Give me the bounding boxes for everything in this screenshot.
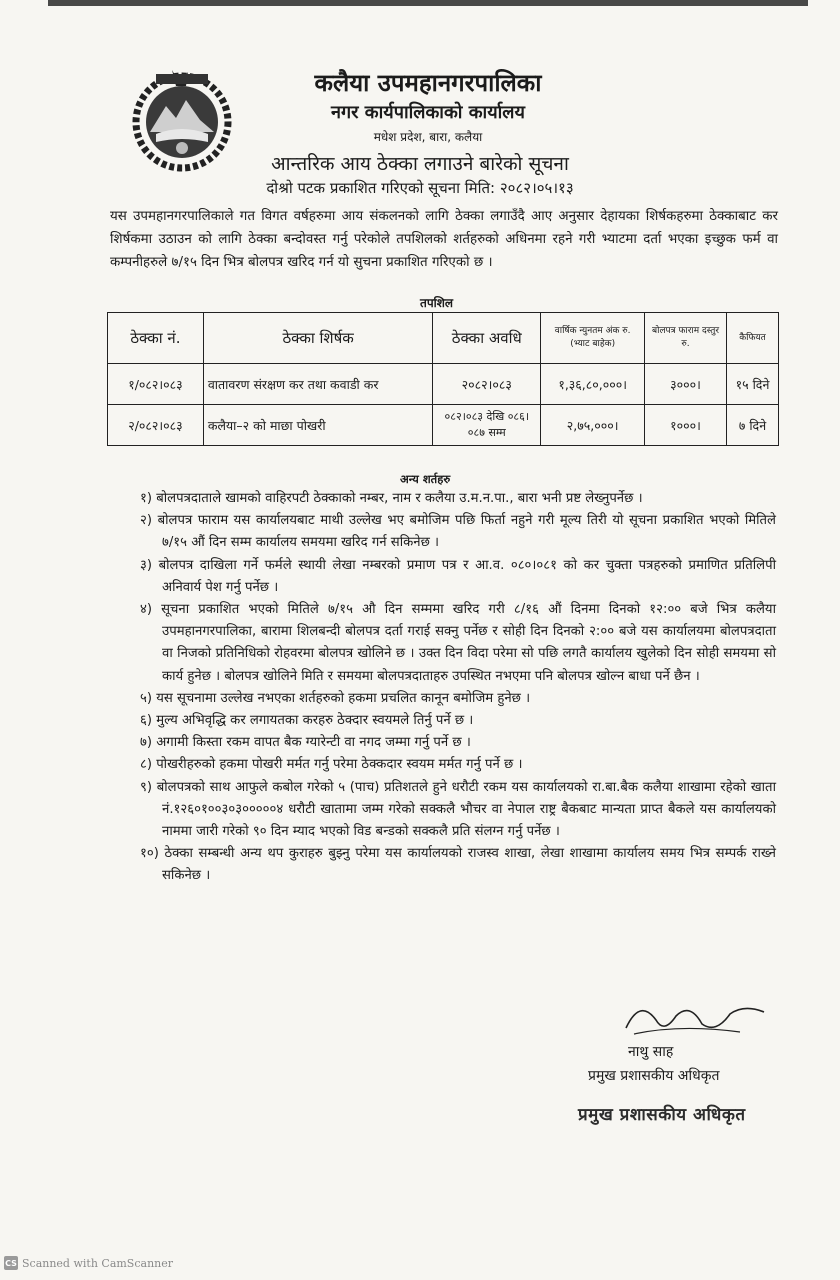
table-header-row — [108, 313, 779, 364]
list-item: ३) बोलपत्र दाखिला गर्ने फर्मले स्थायी लेखा नम्बरको प्रमाण पत्र र आ.व. ०८०।०८१ को कर चुक्ता पत्रहरुको प्रमाणित प्रतिलिपी अनिवार्य पेश गर्नु पर्नेछ । — [140, 557, 776, 595]
official-stamp: प्रमुख प्रशासकीय अधिकृत — [578, 1105, 746, 1125]
col-header-contract-no: ठेक्का नं. — [108, 313, 204, 364]
signatory-name: नाथु साह — [628, 1044, 674, 1060]
intro-paragraph: यस उपमहानगरपालिकाले गत विगत वर्षहरुमा आय संकलनको लागि ठेक्का लगाउँदै आए अनुसार देहायका शिर्षकहरुमा ठेक्काबाट कर शिर्षकमा उठाउन को लागि ठेक्का बन्दोवस्त गर्नु परेकोले तपशिलको शर्तहरुको अधिनमा रहने गरी भ्याटमा दर्ता भएका इच्छुक फर्म वा कम्पनीहरुले ७/१५ दिन भित्र बोलपत्र खरिद गर्न यो सुचना प्रकाशित गरिएको छ । — [110, 209, 778, 270]
municipality-name: कलैया उपमहानगरपालिका — [314, 69, 542, 97]
camscanner-logo-icon: CS — [4, 1256, 18, 1270]
list-item: ५) यस सूचनामा उल्लेख नभएका शर्तहरुको हकमा प्रचलित कानून बमोजिम हुनेछ । — [140, 690, 531, 706]
conditions-title: अन्य शर्तहरु — [400, 472, 451, 486]
conditions-list — [140, 488, 776, 888]
signature-icon — [620, 994, 770, 1042]
cell-min-amount: २,७५,०००। — [541, 405, 645, 446]
cell-remarks: १५ दिने — [726, 364, 778, 405]
list-item: १०) ठेक्का सम्बन्धी अन्य थप कुराहरु बुझ्नु परेमा यस कार्यालयको राजस्व शाखा, लेखा शाखामा कार्यालय समय भित्र सम्पर्क राख्ने सकिनेछ । — [140, 846, 776, 884]
cell-title: वातावरण संरक्षण कर तथा कवाडी कर — [203, 364, 433, 405]
col-header-title: ठेक्का शिर्षक — [203, 313, 433, 364]
col-header-min-amount: वार्षिक न्युनतम अंक रु. (भ्याट बाहेक) — [541, 313, 645, 364]
table-row — [108, 364, 779, 405]
signatory-title: प्रमुख प्रशासकीय अधिकृत — [588, 1068, 720, 1084]
list-item: १) बोलपत्रदाताले खामको वाहिरपटी ठेक्काको नम्बर, नाम र कलैया उ.म.न.पा., बारा भनी प्रष्ट लेख्नुपर्नेछ । — [140, 491, 643, 506]
cell-min-amount: १,३६,८०,०००। — [541, 364, 645, 405]
cell-contract-no: १/०८२।०८३ — [108, 364, 204, 405]
col-header-remarks: कैफियत — [726, 313, 778, 364]
cell-remarks: ७ दिने — [726, 405, 778, 446]
col-header-form-fee: बोलपत्र फाराम दस्तुर रु. — [645, 313, 727, 364]
list-item: ८) पोखरीहरुको हकमा पोखरी मर्मत गर्नु परेमा ठेक्कदार स्वयम मर्मत गर्नु पर्ने छ । — [140, 757, 523, 773]
table-caption: तपशिल — [420, 296, 454, 310]
scanner-watermark — [4, 1256, 173, 1270]
cell-duration: ०८२।०८३ देखि ०८६।०८७ सम्म — [433, 405, 541, 446]
cell-contract-no: २/०८२।०८३ — [108, 405, 204, 446]
contract-table — [107, 312, 779, 446]
table-row — [108, 405, 779, 446]
scanner-text: Scanned with CamScanner — [22, 1256, 174, 1270]
publish-date: दोश्रो पटक प्रकाशित गरिएको सूचना मिति: २०८२।०५।१३ — [266, 179, 574, 197]
cell-title: कलैया–२ को माछा पोखरी — [203, 405, 433, 446]
list-item: ९) बोलपत्रको साथ आफुले कबोल गरेको ५ (पाच) प्रतिशतले हुने धरौटी रकम यस कार्यालयको रा.बा.बैक कलैया शाखामा रहेको खाता नं.१२६०१००३०३०००००४ धरौटी खातामा जम्म गरेको सक्कलै भौचर वा नेपाल राष्ट्र बैकबाट मान्यता प्राप्त बैकले यस कार्यालयको नाममा जारी गरेको ९० दिन म्याद भएको विड बन्डको सक्कलै प्रति संलग्न गर्नु पर्नेछ । — [140, 779, 776, 840]
cell-duration: २०८२।०८३ — [433, 364, 541, 405]
cell-form-fee: ३०००। — [645, 364, 727, 405]
notice-title: आन्तरिक आय ठेक्का लगाउने बारेको सूचना — [271, 153, 569, 175]
office-name: नगर कार्यपालिकाको कार्यालय — [331, 102, 525, 123]
list-item: २) बोलपत्र फाराम यस कार्यालयबाट माथी उल्लेख भए बमोजिम पछि फिर्ता नहुने गरी मूल्य तिरी यो सूचना प्रकाशित भएको मितिले ७/१५ औं दिन सम्म कार्यालय समयमा खरिद गर्न सकिनेछ । — [140, 513, 776, 551]
list-item: ६) मुल्य अभिवृद्धि कर लगायतका करहरु ठेक्दार स्वयमले तिर्नु पर्ने छ । — [140, 713, 474, 729]
office-address: मधेश प्रदेश, बारा, कलैया — [373, 130, 483, 144]
col-header-duration: ठेक्का अवधि — [433, 313, 541, 364]
list-item: ४) सूचना प्रकाशित भएको मितिले ७/१५ औ दिन सम्ममा खरिद गरी ८/१६ औं दिनमा दिनको १२:०० बजे भित्र कलैया उपमहानगरपालिका, बारामा शिलबन्दी बोलपत्र दर्ता गराई सक्नु पर्नेछ र सोही दिन दिनको २:०० बजे यस कार्यालयमा बोलपत्रदाता वा निजको प्रतिनिधिको रोहवरमा बोलपत्र खोलिने छ । उक्त दिन विदा परेमा सो पछि लगतै कार्यालय खुलेको दिन सोही समयमा सो कार्य हुनेछ । बोलपत्र खोलिने मिति र समयमा बोलपत्रदाताहरु उपस्थित नभएमा पनि बोलपत्र खोल्न बाधा पर्ने छैन । — [140, 602, 776, 684]
list-item: ७) अगामी किस्ता रकम वापत बैक ग्यारेन्टी वा नगद जम्मा गर्नु पर्ने छ । — [140, 735, 471, 751]
top-border — [48, 0, 808, 6]
cell-form-fee: १०००। — [645, 405, 727, 446]
